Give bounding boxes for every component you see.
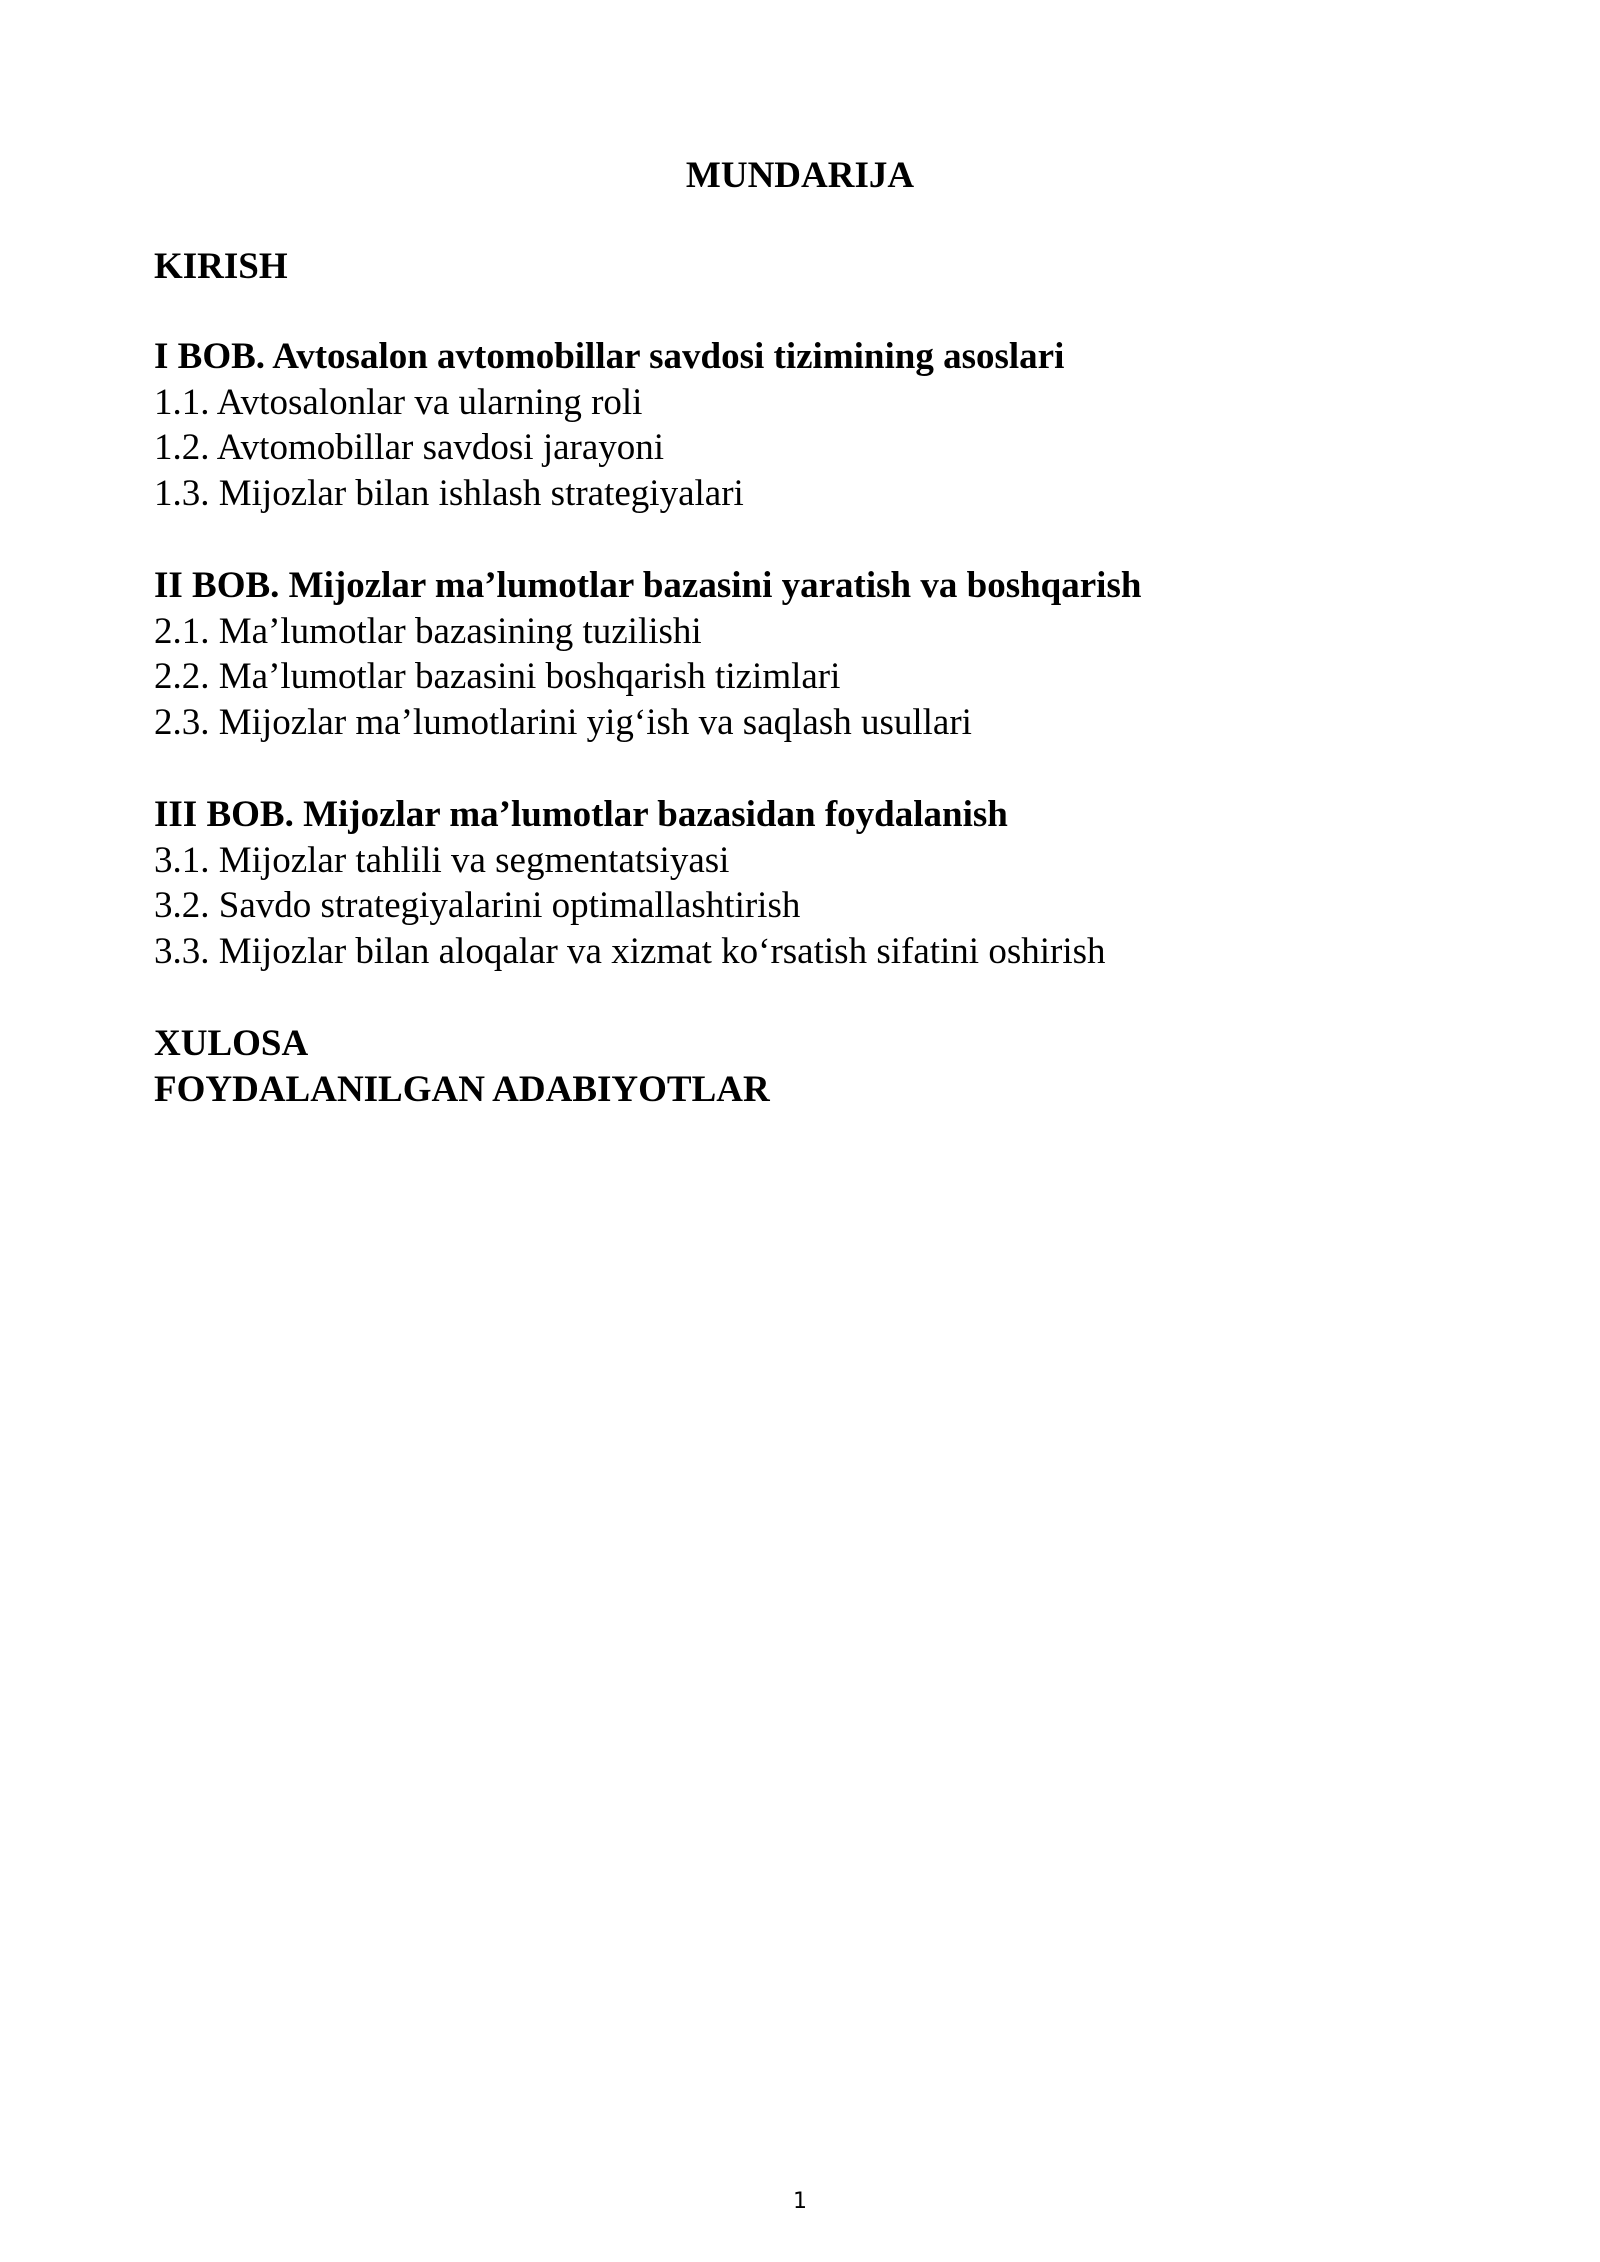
toc-section-1-3: 1.3. Mijozlar bilan ishlash strategiyalari	[154, 473, 744, 514]
toc-section-2-2: 2.2. Ma’lumotlar bazasini boshqarish tizimlari	[154, 656, 841, 697]
toc-section-1-2: 1.2. Avtomobillar savdosi jarayoni	[154, 427, 665, 468]
toc-chapter-2-heading: II BOB. Mijozlar ma’lumotlar bazasini yaratish va boshqarish	[154, 565, 1142, 606]
toc-conclusion: XULOSA	[154, 1023, 309, 1064]
toc-section-3-3: 3.3. Mijozlar bilan aloqalar va xizmat ko‘rsatish sifatini oshirish	[154, 931, 1106, 972]
toc-section-3-2: 3.2. Savdo strategiyalarini optimallashtirish	[154, 885, 801, 926]
page-number: 1	[793, 2189, 807, 2214]
toc-chapter-3-heading: III BOB. Mijozlar ma’lumotlar bazasidan foydalanish	[154, 794, 1008, 835]
toc-section-2-1: 2.1. Ma’lumotlar bazasining tuzilishi	[154, 611, 702, 652]
toc-introduction: KIRISH	[154, 246, 288, 287]
toc-references: FOYDALANILGAN ADABIYOTLAR	[154, 1069, 770, 1110]
toc-section-1-1: 1.1. Avtosalonlar va ularning roli	[154, 382, 643, 423]
toc-chapter-1-heading: I BOB. Avtosalon avtomobillar savdosi tizimining asoslari	[154, 336, 1065, 377]
toc-section-3-1: 3.1. Mijozlar tahlili va segmentatsiyasi	[154, 840, 730, 881]
document-title: MUNDARIJA	[685, 155, 915, 196]
toc-section-2-3: 2.3. Mijozlar ma’lumotlarini yig‘ish va saqlash usullari	[154, 702, 972, 743]
